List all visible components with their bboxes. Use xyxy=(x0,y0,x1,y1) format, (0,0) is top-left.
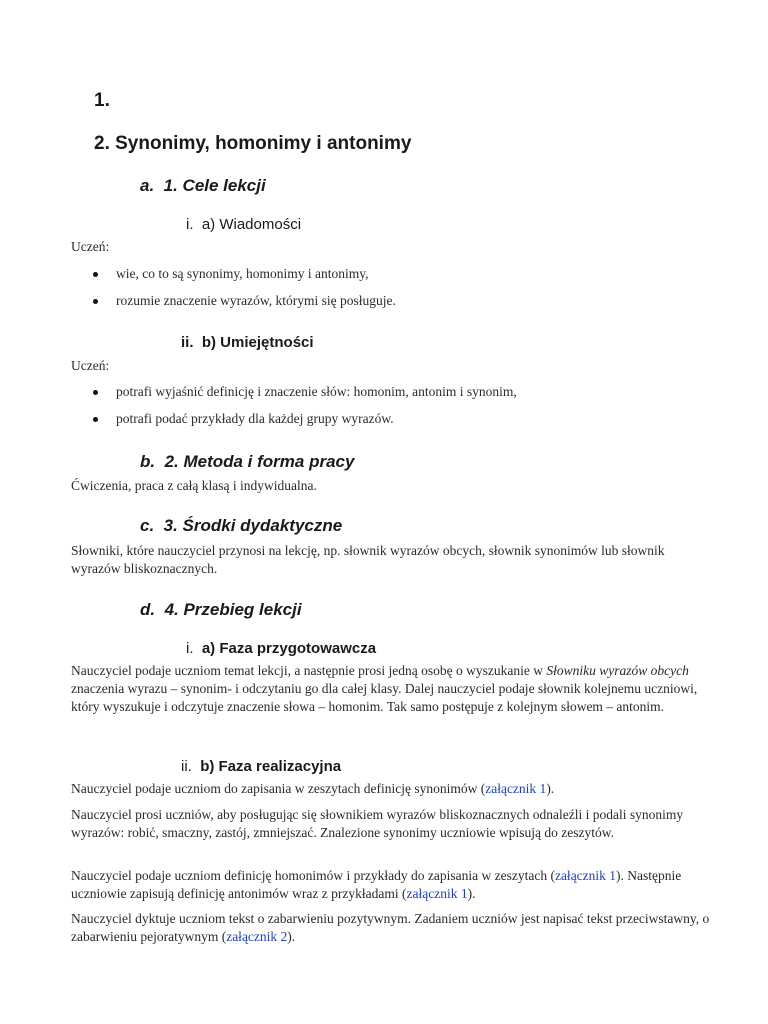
umiejetnosci-bullet-1 xyxy=(93,384,517,400)
subsection-i2-label: i. xyxy=(186,640,194,657)
realizacyjna-paragraph-3 xyxy=(71,867,711,903)
realizacyjna-paragraph-4 xyxy=(71,910,711,946)
section-b-label: b. xyxy=(140,452,156,471)
metoda-text: Ćwiczenia, praca z całą klasą i indywidualna. xyxy=(71,478,317,493)
realizacyjna-p3-text-a: Nauczyciel podaje uczniom definicję homonimów i przykłady do zapisania w zeszytach ( xyxy=(71,868,555,883)
przygotowawcza-part1: Nauczyciel podaje uczniom temat lekcji, a następnie prosi jedną osobę o wyszukanie w xyxy=(71,663,547,678)
wiadomosci-bullet-1 xyxy=(93,266,369,282)
section-d-text: 4. Przebieg lekcji xyxy=(164,600,302,619)
realizacyjna-p4-text: Nauczyciel dyktuje uczniom tekst o zabarwieniu pozytywnym. Zadaniem uczniów jest napisać tekst przeciwstawny, o zabarwieniu pejoratywnym ( xyxy=(71,911,710,944)
umiejetnosci-bullet-2 xyxy=(93,411,394,427)
realizacyjna-p3-mid: ). Następnie uczniowie zapisują definicję antonimów wraz z przykładami ( xyxy=(71,868,682,901)
heading-2-title xyxy=(94,133,411,155)
attachment-link-4[interactable]: załącznik 2 xyxy=(226,929,288,944)
subsection-przygotowawcza xyxy=(186,640,376,657)
srodki-paragraph xyxy=(71,542,711,578)
realizacyjna-p4-end: ). xyxy=(287,929,296,944)
subsection-realizacyjna xyxy=(181,758,341,775)
realizacyjna-p3 xyxy=(71,867,711,903)
przygotowawcza-paragraph xyxy=(71,662,711,716)
section-a-label: a. xyxy=(140,176,155,195)
subsection-ii1-text: b) Umiejętności xyxy=(201,334,314,351)
section-srodki xyxy=(140,516,342,536)
section-przebieg xyxy=(140,600,302,620)
subsection-i1-label: i. xyxy=(186,216,194,233)
section-c-label: c. xyxy=(140,516,155,535)
bullet-icon xyxy=(93,272,98,277)
heading-1 xyxy=(94,90,110,112)
wiadomosci-bullet-2 xyxy=(93,293,396,309)
attachment-link-1[interactable]: załącznik 1 xyxy=(485,781,547,796)
przygotowawcza-italic: Słowniku wyrazów obcych xyxy=(546,663,689,678)
realizacyjna-p4 xyxy=(71,910,711,946)
subsection-i1-text: a) Wiadomości xyxy=(201,216,302,233)
subsection-ii2-label: ii. xyxy=(181,758,192,775)
subsection-i2-text: a) Faza przygotowawcza xyxy=(201,640,377,657)
realizacyjna-p1-end: ). xyxy=(546,781,555,796)
subsection-umiejetnosci xyxy=(181,334,314,351)
realizacyjna-p3-end: ). xyxy=(467,886,476,901)
umiejetnosci-bullet-1-text: potrafi wyjaśnić definicję i znaczenie słów: homonim, antonim i synonim, xyxy=(116,384,517,399)
section-c-text: 3. Środki dydaktyczne xyxy=(163,516,343,535)
subsection-ii2-text: b) Faza realizacyjna xyxy=(200,758,342,775)
heading-2-text: 2. Synonimy, homonimy i antonimy xyxy=(94,133,412,154)
realizacyjna-p1 xyxy=(71,780,711,798)
realizacyjna-paragraph-1 xyxy=(71,780,711,798)
wiadomosci-intro xyxy=(71,238,711,256)
metoda-paragraph xyxy=(71,477,711,495)
subsection-ii1-label: ii. xyxy=(181,334,194,351)
section-d-label: d. xyxy=(140,600,156,619)
attachment-link-2[interactable]: załącznik 1 xyxy=(554,868,617,883)
przygotowawcza-part2: znaczenia wyrazu – synonim- i odczytaniu go dla całej klasy. Dalej nauczyciel podaje słownik kolejnemu uczniowi, który wyszukuje i odczytuje znaczenie słowa – homonim. Tak samo postępuje z kolejnym słowem – antonim. xyxy=(71,681,698,714)
srodki-text: Słowniki, które nauczyciel przynosi na lekcję, np. słownik wyrazów obcych, słownik synonimów lub słownik wyrazów bliskoznacznych. xyxy=(71,543,665,576)
bullet-icon xyxy=(93,299,98,304)
umiejetnosci-intro xyxy=(71,357,711,375)
umiejetnosci-bullet-2-text: potrafi podać przykłady dla każdej grupy wyrazów. xyxy=(116,411,394,426)
section-metoda xyxy=(140,452,354,472)
section-b-text: 2. Metoda i forma pracy xyxy=(164,452,355,471)
wiadomosci-bullet-1-text: wie, co to są synonimy, homonimy i antonimy, xyxy=(116,266,369,281)
wiadomosci-bullet-2-text: rozumie znaczenie wyrazów, którymi się posługuje. xyxy=(116,293,396,308)
bullet-icon xyxy=(93,390,98,395)
realizacyjna-paragraph-2 xyxy=(71,806,711,842)
realizacyjna-p1-text: Nauczyciel podaje uczniom do zapisania w zeszytach definicję synonimów ( xyxy=(71,781,486,796)
section-a-text: 1. Cele lekcji xyxy=(163,176,266,195)
heading-1-text: 1. xyxy=(94,90,110,111)
przygotowawcza-text xyxy=(71,662,711,716)
subsection-wiadomosci xyxy=(186,216,301,233)
realizacyjna-p2-text: Nauczyciel prosi uczniów, aby posługując się słownikiem wyrazów bliskoznacznych odnaleźli i podali synonimy wyrazów: robić, smaczny, zastój, zmniejszać. Znalezione synonimy uczniowie wpisują do zeszytów. xyxy=(71,807,684,840)
umiejetnosci-intro-text: Uczeń: xyxy=(71,358,110,373)
bullet-icon xyxy=(93,417,98,422)
attachment-link-3[interactable]: załącznik 1 xyxy=(406,886,468,901)
section-cele-lekcji xyxy=(140,176,266,196)
wiadomosci-intro-text: Uczeń: xyxy=(71,239,110,254)
